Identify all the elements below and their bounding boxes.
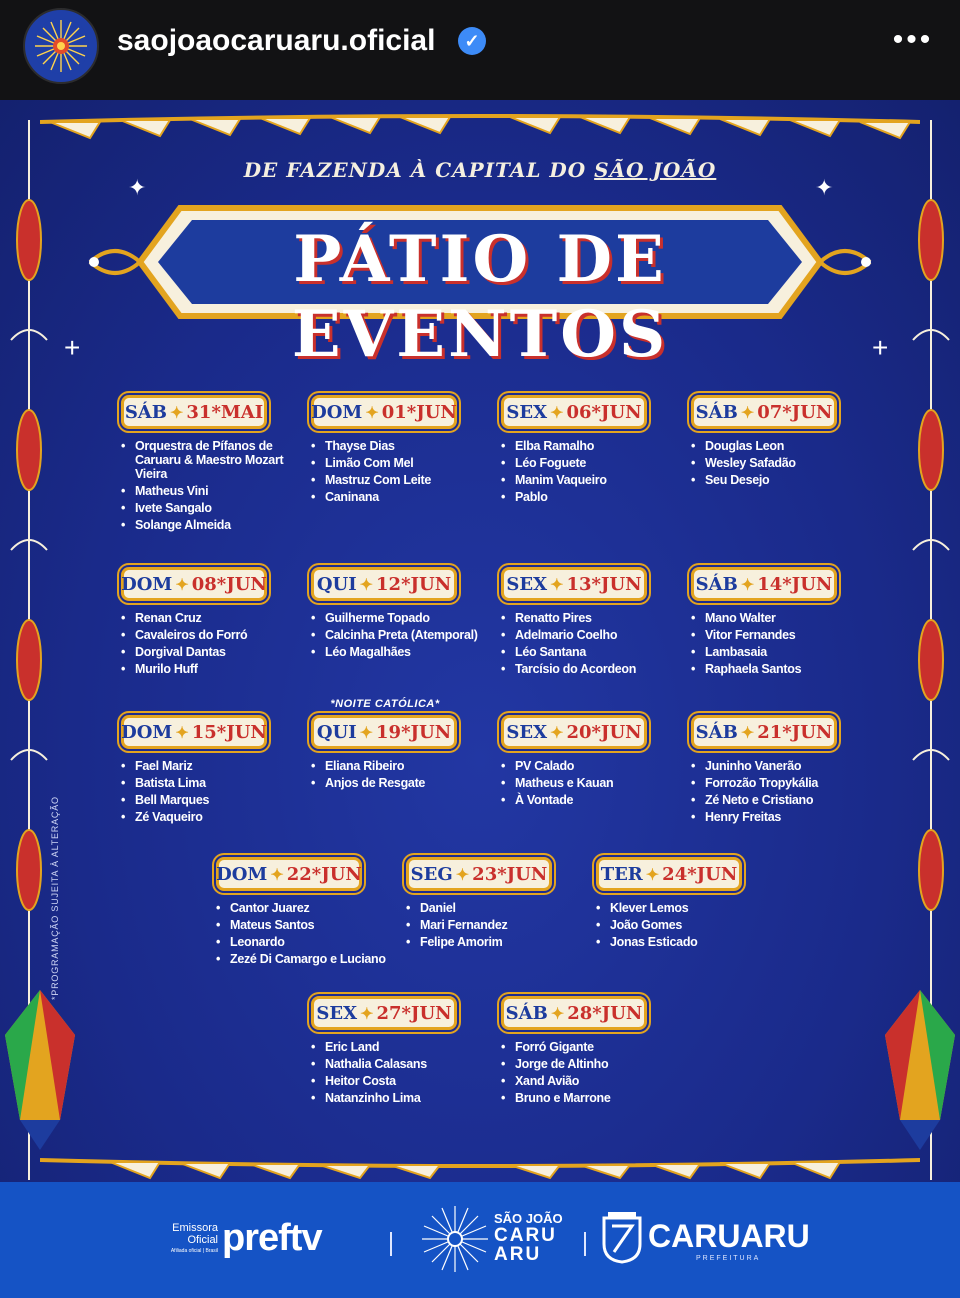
separator-icon: ✦ <box>740 722 755 742</box>
sj-big-text: ARU <box>494 1244 542 1265</box>
date-label: 07*JUN <box>757 401 833 423</box>
artist-item: • Leonardo <box>216 935 391 949</box>
date-label: 08*JUN <box>191 573 267 595</box>
date-label: 14*JUN <box>757 573 833 595</box>
day-label: SEX <box>506 573 548 595</box>
poster-subtitle <box>0 158 960 182</box>
day-label: DOM <box>121 573 173 595</box>
top-bunting-decoration <box>40 114 920 144</box>
date-tag <box>501 395 647 429</box>
separator-icon: ✦ <box>170 402 184 422</box>
artist-item: • Jonas Esticado <box>596 935 771 949</box>
day-label: SÁB <box>695 401 738 423</box>
artist-item: • Lambasaia <box>691 645 866 659</box>
day-label: TER <box>600 863 643 885</box>
separator-icon: ✦ <box>550 574 564 594</box>
artist-item: • Batista Lima <box>121 776 296 790</box>
date-tag <box>121 715 267 749</box>
sao-joao-caruaru-logo <box>494 1212 563 1264</box>
post-header <box>0 0 960 100</box>
username[interactable]: saojoaocaruaru.oficial <box>117 24 436 57</box>
separator-icon: ✦ <box>175 722 189 742</box>
artist-item: • Pablo <box>501 490 676 504</box>
artist-item: • Mastruz Com Leite <box>311 473 486 487</box>
artist-item: • Forrozão Tropykália <box>691 776 866 790</box>
artist-item: • Forró Gigante <box>501 1040 676 1054</box>
day-label: SÁB <box>505 1002 548 1024</box>
artist-item: • Léo Magalhães <box>311 645 486 659</box>
event-block <box>121 567 296 679</box>
artist-item: • Calcinha Preta (Atemporal) <box>311 628 486 642</box>
event-block <box>311 715 486 793</box>
artist-item: • Xand Avião <box>501 1074 676 1088</box>
date-label: 22*JUN <box>286 863 362 885</box>
date-tag <box>691 567 837 601</box>
separator-icon: ✦ <box>359 722 374 742</box>
artist-list <box>501 759 676 807</box>
sparkle-icon: ✦ <box>815 175 834 200</box>
poster-title: PÁTIO DE EVENTOS <box>291 222 669 372</box>
artist-item: • Henry Freitas <box>691 810 866 824</box>
day-label: SEX <box>506 721 548 743</box>
artist-list <box>121 439 296 532</box>
event-block <box>691 567 866 679</box>
date-label: 31*MAI <box>186 401 264 423</box>
artist-item: • Natanzinho Lima <box>311 1091 486 1105</box>
date-label: 06*JUN <box>566 401 642 423</box>
separator-icon: ✦ <box>550 722 564 742</box>
caruaru-crest-icon <box>602 1212 642 1264</box>
artist-list <box>121 759 296 824</box>
separator-icon: ✦ <box>645 864 660 884</box>
separator-icon: ✦ <box>740 574 755 594</box>
date-label: 20*JUN <box>566 721 642 743</box>
separator-icon: ✦ <box>360 1003 374 1023</box>
day-label: DOM <box>121 721 173 743</box>
artist-list <box>691 759 866 824</box>
date-label: 15*JUN <box>191 721 267 743</box>
caruaru-logo: CARUARU <box>648 1218 810 1254</box>
artist-item: • Matheus Vini <box>121 484 296 498</box>
date-tag <box>311 567 457 601</box>
event-block <box>501 567 676 679</box>
sunburst-logo-icon <box>31 16 91 76</box>
artist-item: • Zé Neto e Cristiano <box>691 793 866 807</box>
event-block <box>691 715 866 827</box>
event-block <box>596 857 771 952</box>
separator-icon: ✦ <box>359 574 374 594</box>
artist-item: • Elba Ramalho <box>501 439 676 453</box>
date-label: 28*JUN <box>567 1002 643 1024</box>
separator-icon: ✦ <box>175 574 189 594</box>
artist-item: • Raphaela Santos <box>691 662 866 676</box>
artist-list <box>311 611 486 659</box>
separator-icon: ✦ <box>550 402 564 422</box>
event-block <box>311 567 486 662</box>
artist-item: • Daniel <box>406 901 581 915</box>
date-tag <box>121 395 267 429</box>
day-label: SÁB <box>695 573 738 595</box>
artist-item: • Léo Foguete <box>501 456 676 470</box>
artist-item: • À Vontade <box>501 793 676 807</box>
sj-big-text: CARU <box>494 1225 557 1246</box>
artist-item: • Guilherme Topado <box>311 611 486 625</box>
artist-item: • Renan Cruz <box>121 611 296 625</box>
day-label: SEX <box>506 401 548 423</box>
sao-joao-sunburst-icon <box>420 1204 490 1274</box>
left-lantern-decoration <box>0 990 80 1160</box>
artist-list <box>501 439 676 504</box>
profile-avatar[interactable] <box>23 8 99 84</box>
date-tag <box>691 395 837 429</box>
artist-item: • Adelmario Coelho <box>501 628 676 642</box>
subtitle-highlight: SÃO JOÃO <box>594 158 717 182</box>
artist-item: • Douglas Leon <box>691 439 866 453</box>
artist-list <box>501 1040 676 1105</box>
artist-item: • Eliana Ribeiro <box>311 759 486 773</box>
date-label: 23*JUN <box>472 863 548 885</box>
artist-list <box>501 611 676 676</box>
artist-item: • Fael Mariz <box>121 759 296 773</box>
day-label: DOM <box>216 863 268 885</box>
date-tag <box>501 996 647 1030</box>
artist-item: • Jorge de Altinho <box>501 1057 676 1071</box>
prefeitura-label: PREFEITURA <box>696 1255 761 1262</box>
date-tag <box>311 996 457 1030</box>
event-block <box>216 857 391 969</box>
right-lantern-decoration <box>880 990 960 1160</box>
artist-item: • Léo Santana <box>501 645 676 659</box>
more-options-icon[interactable]: ••• <box>892 23 934 56</box>
event-block <box>501 715 676 810</box>
separator-icon: ✦ <box>550 1003 565 1023</box>
artist-item: • Cantor Juarez <box>216 901 391 915</box>
subtitle-text: DE FAZENDA À CAPITAL DO <box>243 158 595 182</box>
artist-list <box>596 901 771 949</box>
artist-list <box>311 759 486 790</box>
date-label: 21*JUN <box>757 721 833 743</box>
date-label: 12*JUN <box>376 573 452 595</box>
date-label: 27*JUN <box>376 1002 452 1024</box>
verified-badge-icon: ✓ <box>458 27 486 55</box>
artist-item: • Wesley Safadão <box>691 456 866 470</box>
date-tag <box>216 857 362 891</box>
artist-list <box>121 611 296 676</box>
artist-list <box>311 439 486 504</box>
artist-list <box>216 901 391 966</box>
artist-item: • Mateus Santos <box>216 918 391 932</box>
date-label: 19*JUN <box>376 721 452 743</box>
artist-item: • Murilo Huff <box>121 662 296 676</box>
artist-item: • Felipe Amorim <box>406 935 581 949</box>
day-label: QUI <box>316 573 357 595</box>
date-tag <box>311 715 457 749</box>
date-tag <box>596 857 742 891</box>
sparkle-icon: ✦ <box>128 175 147 200</box>
separator-icon: ✦ <box>365 402 379 422</box>
artist-item: • Seu Desejo <box>691 473 866 487</box>
artist-list <box>311 1040 486 1105</box>
artist-item: • Zé Vaqueiro <box>121 810 296 824</box>
artist-item: • Heitor Costa <box>311 1074 486 1088</box>
artist-list <box>691 439 866 487</box>
artist-item: • Zezé Di Camargo e Luciano <box>216 952 391 966</box>
artist-item: • PV Calado <box>501 759 676 773</box>
emissora-label: Emissora Oficial <box>172 1222 218 1246</box>
artist-item: • Renatto Pires <box>501 611 676 625</box>
sj-small-text: SÃO JOÃO <box>494 1211 563 1226</box>
date-label: 13*JUN <box>566 573 642 595</box>
separator-icon: ✦ <box>740 402 755 422</box>
artist-item: • Manim Vaqueiro <box>501 473 676 487</box>
divider <box>584 1232 586 1256</box>
event-block <box>691 395 866 490</box>
artist-item: • Limão Com Mel <box>311 456 486 470</box>
day-label: DOM <box>311 401 363 423</box>
artist-item: • Cavaleiros do Forró <box>121 628 296 642</box>
artist-item: • Matheus e Kauan <box>501 776 676 790</box>
disclaimer-note: *PROGRAMAÇÃO SUJEITA À ALTERAÇÃO <box>50 796 60 1000</box>
separator-icon: ✦ <box>270 864 284 884</box>
artist-item: • Bell Marques <box>121 793 296 807</box>
artist-item: • Thayse Dias <box>311 439 486 453</box>
event-block <box>501 996 676 1108</box>
noite-catolica-label: *NOITE CATÓLICA* <box>330 698 440 710</box>
event-block <box>121 395 296 535</box>
event-block <box>501 395 676 507</box>
date-tag <box>501 567 647 601</box>
date-tag <box>311 395 457 429</box>
title-banner <box>80 200 880 372</box>
date-tag <box>501 715 647 749</box>
bottom-bunting-decoration <box>40 1150 920 1180</box>
event-poster <box>0 100 960 1298</box>
artist-list <box>406 901 581 949</box>
date-tag <box>121 567 267 601</box>
date-label: 01*JUN <box>381 401 457 423</box>
sparkle-icon: + <box>64 332 81 363</box>
event-block <box>311 395 486 507</box>
date-tag <box>691 715 837 749</box>
artist-item: • Orquestra de Pífanos de Caruaru & Maestro Mozart Vieira <box>121 439 296 481</box>
artist-item: • Solange Almeida <box>121 518 296 532</box>
artist-item: • Tarcísio do Acordeon <box>501 662 676 676</box>
day-label: SEG <box>410 863 453 885</box>
artist-list <box>691 611 866 676</box>
artist-item: • Klever Lemos <box>596 901 771 915</box>
date-label: 24*JUN <box>662 863 738 885</box>
sponsor-footer <box>0 1182 960 1298</box>
day-label: SÁB <box>124 401 167 423</box>
sparkle-icon: + <box>872 332 889 363</box>
preftv-logo: preftv <box>222 1217 322 1259</box>
artist-item: • Eric Land <box>311 1040 486 1054</box>
divider <box>390 1232 392 1256</box>
artist-item: • Mano Walter <box>691 611 866 625</box>
artist-item: • Dorgival Dantas <box>121 645 296 659</box>
event-block <box>121 715 296 827</box>
day-label: SÁB <box>695 721 738 743</box>
artist-item: • Juninho Vanerão <box>691 759 866 773</box>
afiliada-label: Afiliada oficial | Brasil <box>170 1248 218 1254</box>
separator-icon: ✦ <box>455 864 470 884</box>
artist-item: • Caninana <box>311 490 486 504</box>
artist-item: • Ivete Sangalo <box>121 501 296 515</box>
artist-item: • João Gomes <box>596 918 771 932</box>
artist-item: • Vitor Fernandes <box>691 628 866 642</box>
artist-item: • Nathalia Calasans <box>311 1057 486 1071</box>
day-label: QUI <box>316 721 357 743</box>
artist-item: • Bruno e Marrone <box>501 1091 676 1105</box>
event-block <box>311 996 486 1108</box>
event-block <box>406 857 581 952</box>
date-tag <box>406 857 552 891</box>
artist-item: • Mari Fernandez <box>406 918 581 932</box>
day-label: SEX <box>316 1002 358 1024</box>
artist-item: • Anjos de Resgate <box>311 776 486 790</box>
